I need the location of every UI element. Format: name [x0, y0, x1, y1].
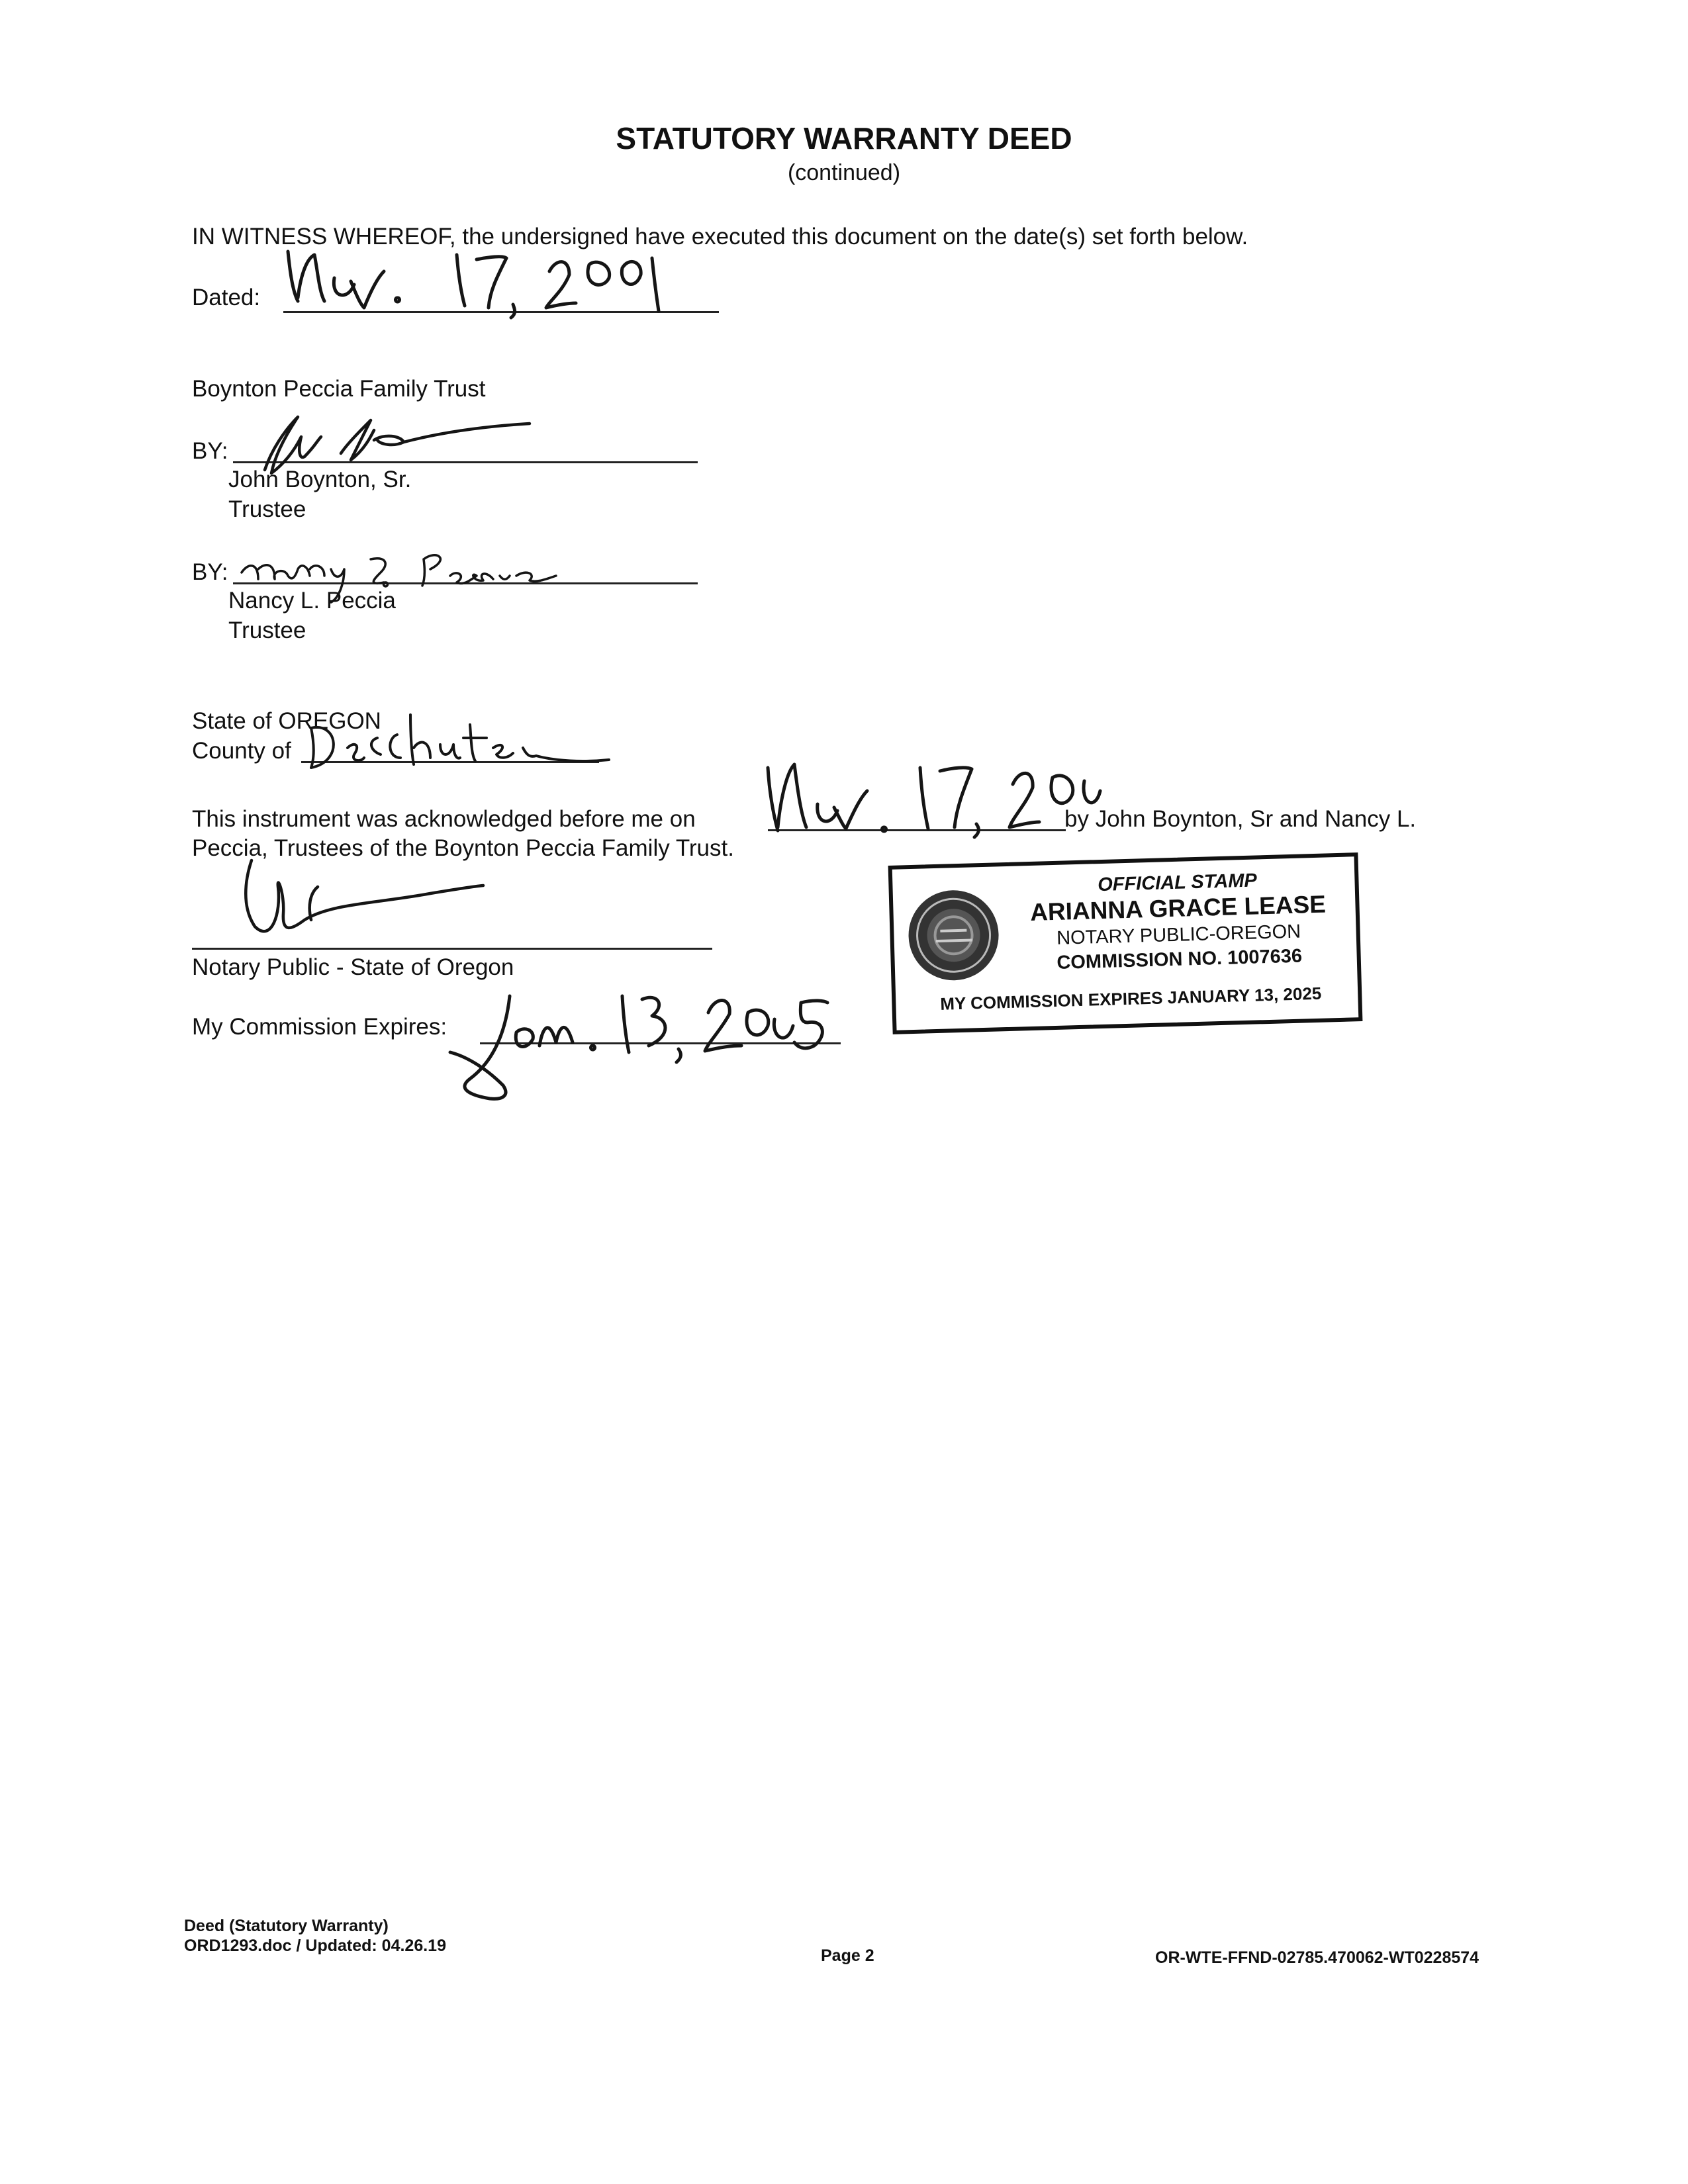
ack-date-handwriting [761, 754, 1105, 841]
stamp-line3: NOTARY PUBLIC-OREGON [1056, 921, 1301, 949]
document-subtitle: (continued) [787, 160, 901, 185]
notary-signature-line [192, 948, 712, 950]
stamp-line2: ARIANNA GRACE LEASE [1029, 890, 1327, 926]
notary-label: Notary Public - State of Oregon [192, 954, 514, 980]
expires-handwriting [430, 973, 841, 1105]
footer-doc-id: OR-WTE-FFND-02785.470062-WT0228574 [1155, 1948, 1479, 1967]
signer1-name: John Boynton, Sr. [228, 467, 412, 492]
trust-name: Boynton Peccia Family Trust [192, 376, 486, 402]
state-value: OREGON [278, 708, 381, 734]
expires-label: My Commission Expires: [192, 1014, 447, 1040]
stamp-line5: MY COMMISSION EXPIRES JANUARY 13, 2025 [939, 983, 1322, 1014]
dated-handwriting [278, 245, 688, 318]
notary-stamp [888, 852, 1363, 1034]
ack-text-before: This instrument was acknowledged before me on [192, 806, 696, 832]
stamp-line4: COMMISSION NO. 1007636 [1056, 945, 1303, 974]
county-label: County of [192, 738, 291, 764]
dated-label: Dated: [192, 285, 261, 310]
footer-form-name: Deed (Statutory Warranty) [184, 1917, 389, 1935]
state-label-text: State of [192, 708, 272, 734]
witness-statement: IN WITNESS WHEREOF, the undersigned have executed this document on the date(s) set forth below. [192, 224, 1248, 250]
county-handwriting [298, 708, 616, 774]
state-seal-icon [905, 886, 1004, 985]
document-title: STATUTORY WARRANTY DEED [616, 121, 1072, 156]
stamp-line1: OFFICIAL STAMP [1097, 870, 1258, 896]
footer-form-file: ORD1293.doc / Updated: 04.26.19 [184, 1936, 446, 1955]
signer2-name: Nancy L. Peccia [228, 588, 396, 614]
footer-page: Page 2 [821, 1946, 874, 1965]
signer1-by-label: BY: [192, 438, 228, 464]
ack-text-line2: Peccia, Trustees of the Boynton Peccia Family Trust. [192, 835, 734, 861]
signer2-title: Trustee [228, 617, 306, 643]
signer1-title: Trustee [228, 496, 306, 522]
ack-text-after: by John Boynton, Sr and Nancy L. [1064, 806, 1417, 832]
signer2-by-label: BY: [192, 559, 228, 585]
